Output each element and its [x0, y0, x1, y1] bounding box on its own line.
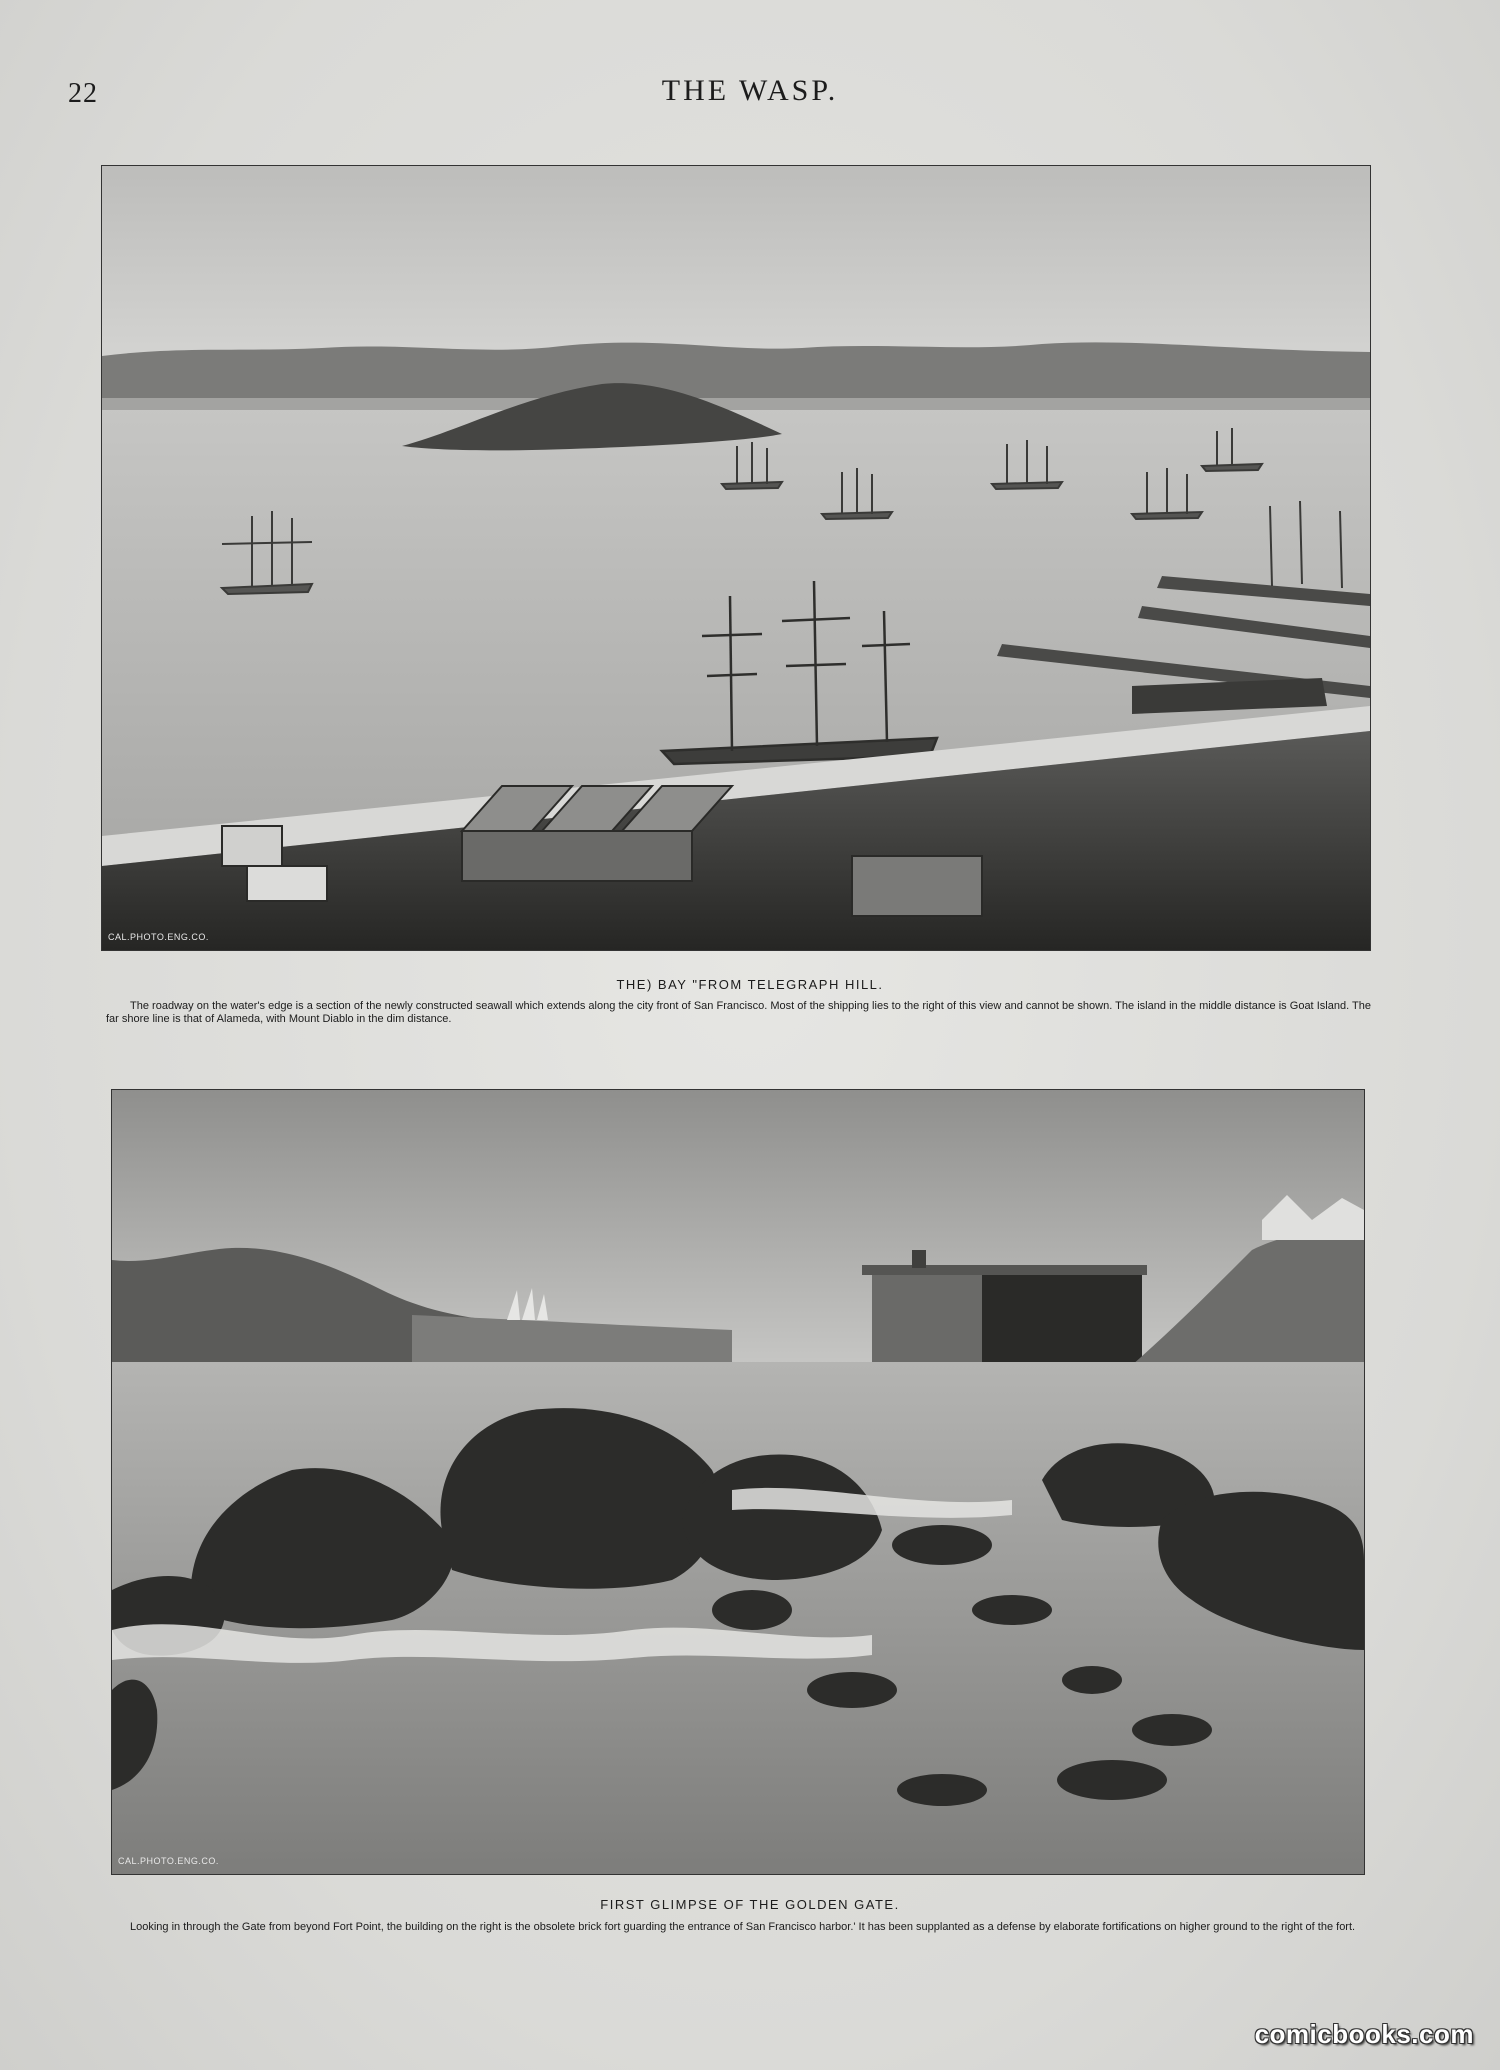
photo-bay-from-telegraph-hill	[101, 165, 1371, 951]
caption-title: THE) BAY "FROM TELEGRAPH HILL.	[616, 977, 884, 992]
running-head: THE WASP.	[661, 74, 839, 107]
engraver-credit: CAL.PHOTO.ENG.CO.	[108, 932, 209, 942]
golden-gate-photo-illustration	[112, 1090, 1364, 1874]
caption-body: The roadway on the water's edge is a section of the newly constructed seawall which extends along the city front of San Francisco. Most of the shipping lies to the right of this view and cannot be shown. The island in the middle distance is Goat Island. The far shore line is that of Alameda, with Mount Diablo in the dim distance.	[106, 1000, 1371, 1025]
photo-golden-gate	[111, 1089, 1365, 1875]
caption-body: Looking in through the Gate from beyond Fort Point, the building on the right is the obsolete brick fort guarding the entrance of San Francisco harbor.' It has been supplanted as a defense by elaborate fortifications on higher ground to the right of the fort.	[130, 1921, 1356, 1933]
caption-title: FIRST GLIMPSE OF THE GOLDEN GATE.	[600, 1897, 900, 1912]
page-number: 22	[68, 78, 98, 109]
watermark: comicbooks.com	[1254, 2019, 1474, 2049]
bay-photo-illustration	[102, 166, 1370, 950]
engraver-credit: CAL.PHOTO.ENG.CO.	[118, 1856, 219, 1866]
